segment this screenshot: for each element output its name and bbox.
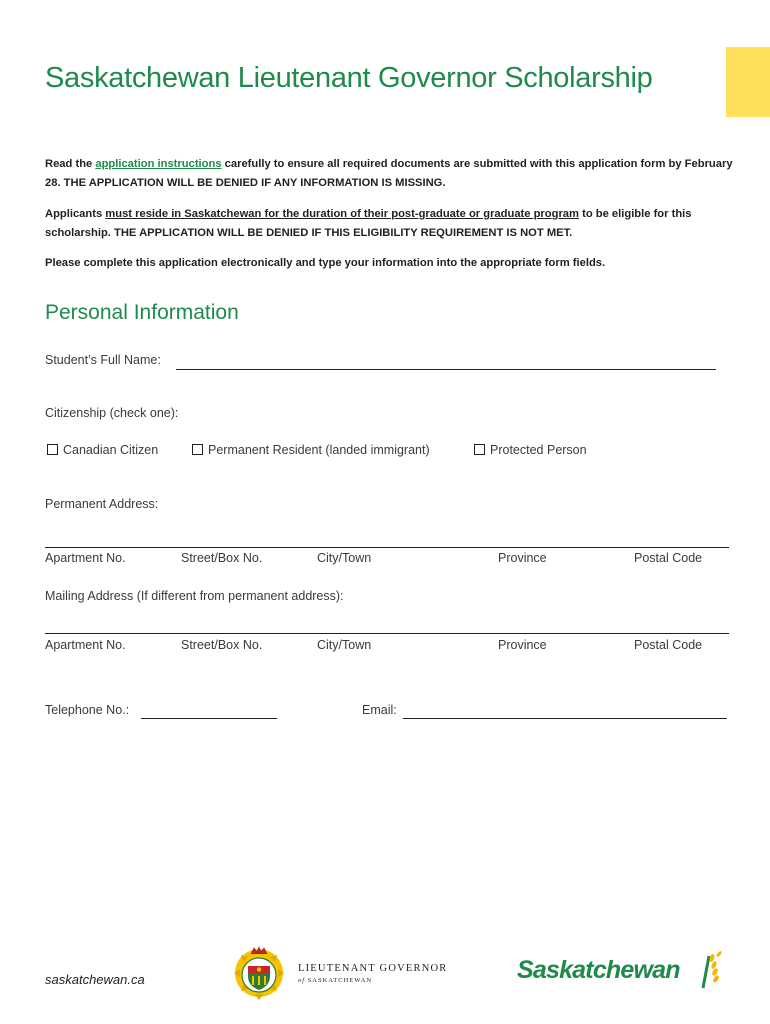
p2-text-b: to be eligible for this scholarship. THE APPLICATION WILL BE DENIED IF THIS ELIGIBILITY REQUIREMENT IS NOT MET. [45,208,692,239]
p1-text-a: Read the [45,158,96,170]
perm-col-postal-code: Postal Code [634,551,703,565]
application-instructions-link[interactable]: application instructions [95,158,222,170]
crest-icon [228,942,290,1004]
mail-col-apartment: Apartment No. [45,638,126,652]
instructions-paragraph-3: Please complete this application electronically and type your information into the appropriate form fields. [45,257,606,269]
instructions-paragraph-1 [45,155,745,193]
perm-col-province: Province [498,551,547,565]
saskatchewan-wordmark: Saskatchewan [517,956,680,984]
wheat-icon [695,948,725,992]
permanent-address-field[interactable] [45,547,729,548]
footer-website-url: saskatchewan.ca [45,972,145,987]
p2-text-a: Applicants [45,208,106,220]
full-name-field[interactable] [176,369,716,370]
citizenship-label: Citizenship (check one): [45,406,179,420]
yellow-corner-tab [726,47,770,117]
perm-col-street: Street/Box No. [181,551,263,565]
checkbox[interactable] [192,444,203,455]
lg-of-text: of [298,977,306,984]
mail-col-city: City/Town [317,638,372,652]
checkbox[interactable] [47,444,58,455]
email-label: Email: [362,703,397,717]
mail-col-postal-code: Postal Code [634,638,703,652]
email-field[interactable] [403,718,727,719]
citizenship-option-canadian-citizen[interactable] [47,443,158,457]
p1-text-b: carefully to ensure all required documents are submitted with this application form by February 28. THE APPLICATION WILL BE DENIED IF ANY INFORMATION IS MISSING. [45,158,733,189]
lg-wordmark-line2 [298,977,372,984]
lg-province-text: SASKATCHEWAN [307,977,373,984]
full-name-label: Student’s Full Name: [45,353,161,367]
mail-col-street: Street/Box No. [181,638,263,652]
perm-col-city: City/Town [317,551,372,565]
citizenship-option-protected-person[interactable] [474,443,587,457]
mailing-address-field[interactable] [45,633,729,634]
lieutenant-governor-logo [228,942,448,1004]
citizenship-option-permanent-resident[interactable] [192,443,430,457]
mail-col-province: Province [498,638,547,652]
perm-col-apartment: Apartment No. [45,551,126,565]
instructions-paragraph-2 [45,205,745,243]
permanent-address-label: Permanent Address: [45,497,159,511]
telephone-label: Telephone No.: [45,703,130,717]
option-label: Permanent Resident (landed immigrant) [208,443,430,457]
p2-underlined-text: must reside in Saskatchewan for the duration of their post-graduate or graduate program [105,208,579,220]
page-title: Saskatchewan Lieutenant Governor Scholarship [45,62,653,94]
mailing-address-label: Mailing Address (If different from permanent address): [45,589,344,603]
lg-wordmark-line1: LIEUTENANT GOVERNOR [298,963,448,974]
option-label: Canadian Citizen [63,443,159,457]
section-heading-personal-information: Personal Information [45,301,239,324]
checkbox[interactable] [474,444,485,455]
telephone-field[interactable] [141,718,277,719]
saskatchewan-logo [517,950,727,994]
option-label: Protected Person [490,443,587,457]
